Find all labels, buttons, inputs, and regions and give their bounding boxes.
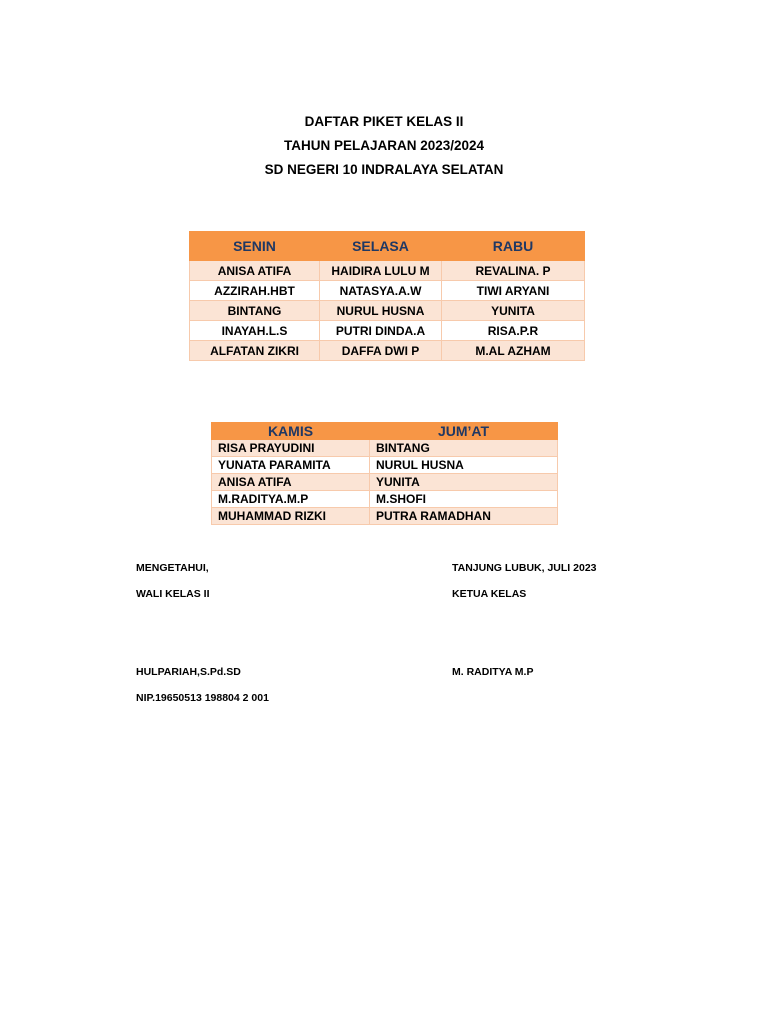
table-cell: INAYAH.L.S: [190, 321, 320, 341]
table-cell: TIWI ARYANI: [442, 281, 585, 301]
schedule-table-mon-wed: [189, 231, 585, 361]
table-cell: MUHAMMAD RIZKI: [212, 508, 370, 525]
title-line-1: DAFTAR PIKET KELAS II: [304, 114, 464, 129]
table-cell: YUNATA PARAMITA: [212, 457, 370, 474]
table-cell: DAFFA DWI P: [320, 341, 442, 361]
table-row: [212, 491, 558, 508]
header-senin: SENIN: [190, 232, 320, 261]
table-cell: NURUL HUSNA: [370, 457, 558, 474]
table-row: [212, 457, 558, 474]
header-rabu: RABU: [442, 232, 585, 261]
table-cell: PUTRI DINDA.A: [320, 321, 442, 341]
homeroom-teacher-role: WALI KELAS II: [136, 588, 210, 600]
table-cell: HAIDIRA LULU M: [320, 261, 442, 281]
title-line-2: TAHUN PELAJARAN 2023/2024: [283, 138, 485, 153]
homeroom-teacher-nip: NIP.19650513 198804 2 001: [136, 692, 269, 704]
table-cell: ANISA ATIFA: [212, 474, 370, 491]
table-header-row: [190, 232, 585, 261]
table-row: [190, 301, 585, 321]
class-leader-name: M. RADITYA M.P: [452, 666, 534, 678]
table-cell: ALFATAN ZIKRI: [190, 341, 320, 361]
table-cell: RISA PRAYUDINI: [212, 440, 370, 457]
table-cell: M.RADITYA.M.P: [212, 491, 370, 508]
table-cell: BINTANG: [190, 301, 320, 321]
table-cell: REVALINA. P: [442, 261, 585, 281]
table-cell: M.SHOFI: [370, 491, 558, 508]
table-cell: M.AL AZHAM: [442, 341, 585, 361]
table-cell: BINTANG: [370, 440, 558, 457]
table-row: [212, 474, 558, 491]
document-title: [0, 110, 768, 182]
table-cell: NATASYA.A.W: [320, 281, 442, 301]
homeroom-teacher-name: HULPARIAH,S.Pd.SD: [136, 666, 241, 678]
table-cell: ANISA ATIFA: [190, 261, 320, 281]
header-jumat: JUM’AT: [370, 423, 558, 440]
title-line-3: SD NEGERI 10 INDRALAYA SELATAN: [264, 162, 504, 177]
table-row: [190, 321, 585, 341]
class-leader-role: KETUA KELAS: [452, 588, 527, 600]
table-header-row: [212, 423, 558, 440]
table-cell: RISA.P.R: [442, 321, 585, 341]
table-cell: AZZIRAH.HBT: [190, 281, 320, 301]
table-row: [190, 261, 585, 281]
place-date: TANJUNG LUBUK, JULI 2023: [452, 562, 597, 574]
table-cell: YUNITA: [442, 301, 585, 321]
schedule-table-thu-fri: [211, 422, 558, 525]
table-row: [212, 440, 558, 457]
table-row: [190, 341, 585, 361]
header-kamis: KAMIS: [212, 423, 370, 440]
table-cell: NURUL HUSNA: [320, 301, 442, 321]
header-selasa: SELASA: [320, 232, 442, 261]
table-cell: YUNITA: [370, 474, 558, 491]
table-cell: PUTRA RAMADHAN: [370, 508, 558, 525]
acknowledged-label: MENGETAHUI,: [136, 562, 209, 574]
table-row: [212, 508, 558, 525]
table-row: [190, 281, 585, 301]
